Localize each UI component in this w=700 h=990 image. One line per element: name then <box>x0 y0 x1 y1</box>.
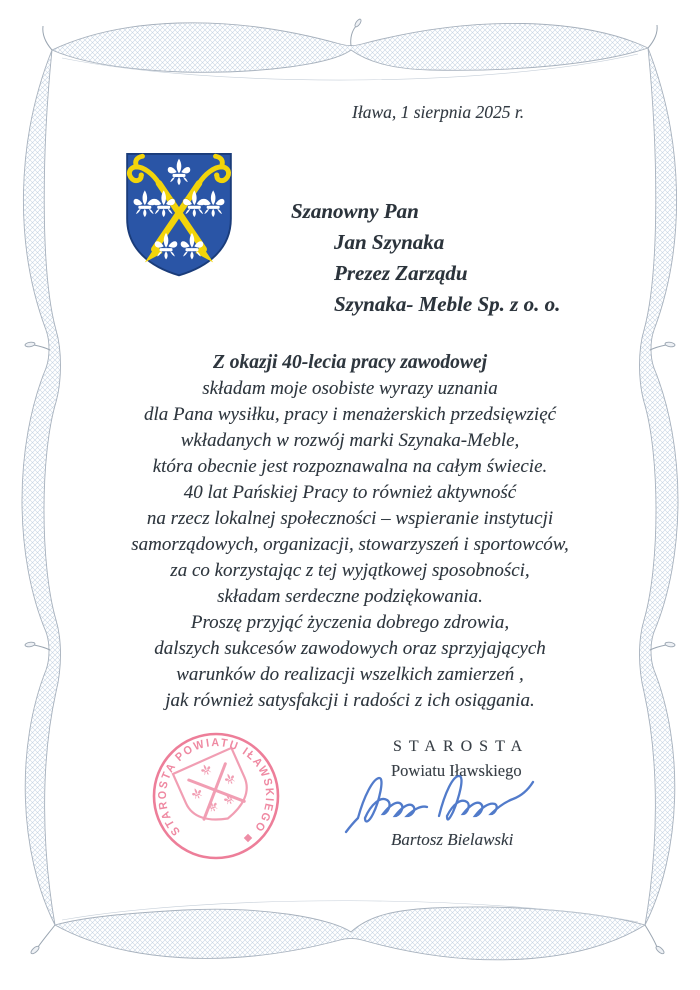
body-line: dla Pana wysiłku, pracy i menażerskich przedsięwzięć <box>143 404 557 425</box>
body-line: wkładanych w rozwój marki Szynaka-Meble, <box>180 430 520 451</box>
body-line: 40 lat Pańskiej Pracy to również aktywność <box>183 482 517 503</box>
body-line: jak również satysfakcji i radości z ich osiągania. <box>165 690 535 711</box>
official-stamp-icon <box>146 726 286 866</box>
recipient-salutation: Szanowny Pan <box>291 199 419 223</box>
body-line: dalszych sukcesów zawodowych oraz sprzyjających <box>154 638 546 659</box>
body-line: składam moje osobiste wyrazy uznania <box>202 378 498 399</box>
recipient-block <box>291 196 560 320</box>
body-line: która obecnie jest rozpoznawalna na całym świecie. <box>152 456 548 477</box>
recipient-company: Szynaka- Meble Sp. z o. o. <box>334 292 561 316</box>
body-line: składam serdeczne podziękowania. <box>217 586 483 607</box>
signature-role: STAROSTA <box>393 738 530 755</box>
recipient-position: Prezez Zarządu <box>334 261 468 285</box>
svg-text:STAROSTA POWIATU IŁAWSKIEGO <box>157 737 275 837</box>
coat-of-arms-icon <box>120 148 238 280</box>
body-heading: Z okazji 40-lecia pracy zawodowej <box>212 352 488 373</box>
date-line: Iława, 1 sierpnia 2025 r. <box>352 102 525 122</box>
signatory-name: Bartosz Bielawski <box>391 830 514 849</box>
letter-body <box>0 350 700 714</box>
body-line: warunków do realizacji wszelkich zamierzeń , <box>176 664 524 685</box>
body-line: Proszę przyjąć życzenia dobrego zdrowia, <box>190 612 510 633</box>
signature-office: Powiatu Iławskiego <box>391 761 522 780</box>
body-line: na rzecz lokalnej społeczności – wspieranie instytucji <box>146 508 554 529</box>
body-line: za co korzystając z tej wyjątkowej sposobności, <box>170 560 530 581</box>
body-line: samorządowych, organizacji, stowarzyszeń i sportowców, <box>131 534 569 555</box>
stamp-ring-text: STAROSTA POWIATU IŁAWSKIEGO <box>156 737 276 838</box>
recipient-name: Jan Szynaka <box>334 230 445 254</box>
